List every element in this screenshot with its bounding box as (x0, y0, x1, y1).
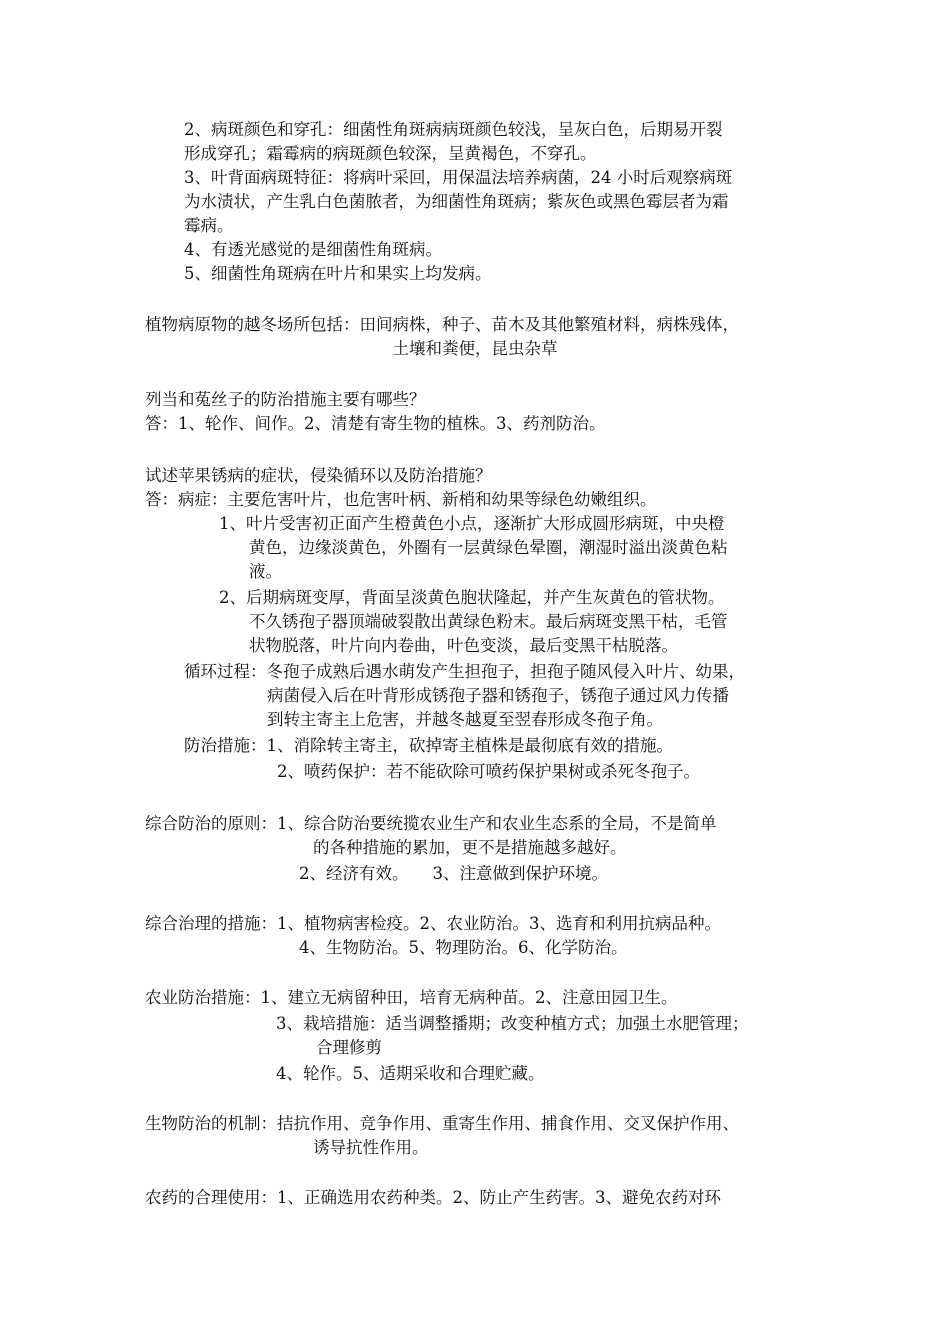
agri-line-3: 合理修剪 (316, 1038, 382, 1057)
bio-line-1: 生物防治的机制：拮抗作用、竞争作用、重寄生作用、捕食作用、交叉保护作用、 (145, 1114, 739, 1133)
rust-symptom-2-line-1: 2、后期病斑变厚，背面呈淡黄色胞状隆起，并产生灰黄色的管状物。 (219, 588, 725, 607)
ipm-principle-line-1: 综合防治的原则：1、综合防治要统揽农业生产和农业生态系的全局，不是简单 (145, 814, 717, 833)
ipm-principle-line-3 (299, 862, 608, 886)
item-3-line-1: 3、叶背面病斑特征：将病叶采回，用保温法培养病菌，24 小时后观察病斑 (184, 168, 733, 187)
ipm-principle-item-2: 2、经济有效。 (299, 864, 409, 883)
rust-symptom: 答：病症：主要危害叶片，也危害叶柄、新梢和幼果等绿色幼嫩组织。 (145, 490, 657, 509)
item-4: 4、有透光感觉的是细菌性角斑病。 (184, 240, 442, 259)
rust-symptom-1-line-1: 1、叶片受害初正面产生橙黄色小点，逐渐扩大形成圆形病斑，中央橙 (219, 514, 725, 533)
bio-line-2: 诱导抗性作用。 (313, 1138, 429, 1157)
rust-cycle-line-3: 到转主寄主上危害，并越冬越夏至翌春形成冬孢子角。 (267, 710, 663, 729)
agri-line-1: 农业防治措施：1、建立无病留种田，培育无病种苗。2、注意田园卫生。 (145, 988, 678, 1007)
rust-symptom-2-line-3: 状物脱落，叶片向内卷曲，叶色变淡，最后变黑干枯脱落。 (249, 636, 678, 655)
agri-line-2: 3、栽培措施：适当调整播期；改变种植方式；加强土水肥管理； (276, 1014, 749, 1033)
rust-question: 试述苹果锈病的症状，侵染循环以及防治措施？ (145, 466, 492, 485)
ipm-measures-line-2: 4、生物防治。5、物理防治。6、化学防治。 (299, 938, 628, 957)
rust-symptom-1-line-3: 液。 (249, 562, 282, 581)
overwinter-line-1: 植物病原物的越冬场所包括：田间病株，种子、苗木及其他繁殖材料，病株残体， (145, 315, 739, 334)
rust-symptom-2-line-2: 不久锈孢子器顶端破裂散出黄绿色粉末。最后病斑变黑干枯，毛管 (249, 612, 728, 631)
item-2-line-1: 2、病斑颜色和穿孔：细菌性角斑病病斑颜色较浅，呈灰白色，后期易开裂 (184, 120, 723, 139)
ipm-measures-line-1: 综合治理的措施：1、植物病害检疫。2、农业防治。3、选育和利用抗病品种。 (145, 914, 721, 933)
ipm-principle-line-2: 的各种措施的累加，更不是措施越多越好。 (313, 838, 627, 857)
rust-control-line-1: 防治措施：1、消除转主寄主，砍掉寄主植株是最彻底有效的措施。 (184, 736, 673, 755)
rust-control-line-2: 2、喷药保护：若不能砍除可喷药保护果树或杀死冬孢子。 (277, 762, 700, 781)
pesticide-line-1: 农药的合理使用：1、正确选用农药种类。2、防止产生药害。3、避免农药对环 (145, 1188, 721, 1207)
rust-cycle-line-2: 病菌侵入后在叶背形成锈孢子器和锈孢子，锈孢子通过风力传播 (267, 686, 729, 705)
agri-line-4: 4、轮作。5、适期采收和合理贮藏。 (276, 1064, 545, 1083)
overwinter-line-2: 土壤和粪便，昆虫杂草 (392, 339, 558, 358)
rust-cycle-line-1: 循环过程：冬孢子成熟后遇水萌发产生担孢子，担孢子随风侵入叶片、幼果， (184, 662, 745, 681)
item-3-line-2: 为水渍状，产生乳白色菌脓者，为细菌性角斑病；紫灰色或黑色霉层者为霜 (184, 192, 729, 211)
item-5: 5、细菌性角斑病在叶片和果实上均发病。 (184, 264, 492, 283)
dodder-question: 列当和菟丝子的防治措施主要有哪些？ (145, 390, 426, 409)
rust-symptom-1-line-2: 黄色，边缘淡黄色，外圈有一层黄绿色晕圈，潮湿时溢出淡黄色粘 (249, 538, 728, 557)
ipm-principle-item-3: 3、注意做到保护环境。 (432, 864, 608, 883)
item-3-line-3: 霉病。 (184, 216, 234, 235)
item-2-line-2: 形成穿孔；霜霉病的病斑颜色较深，呈黄褐色，不穿孔。 (184, 144, 597, 163)
dodder-answer: 答：1、轮作、间作。2、清楚有寄生物的植株。3、药剂防治。 (145, 414, 606, 433)
